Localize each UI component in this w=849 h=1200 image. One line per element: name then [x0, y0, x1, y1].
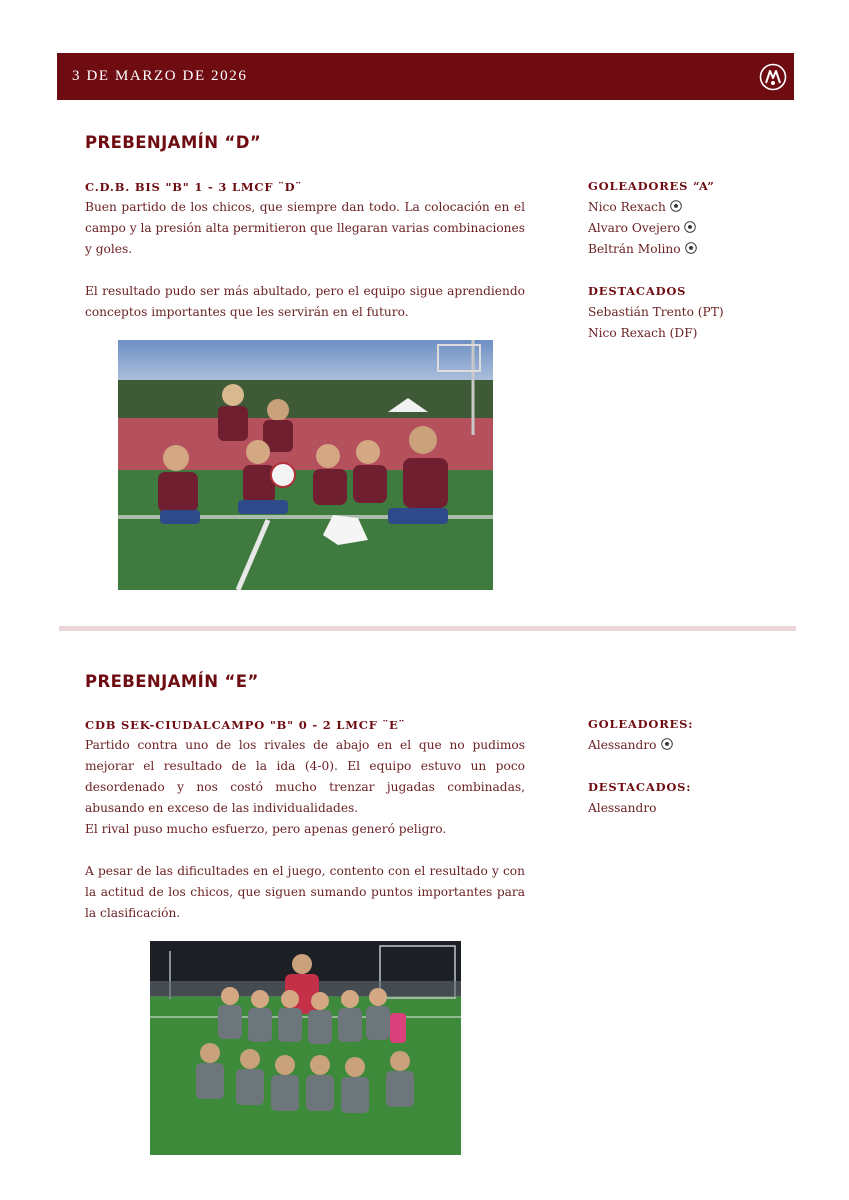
- team-photo-prebenjamin-e: [150, 941, 461, 1155]
- match-report: [85, 735, 525, 924]
- highlight-item: Sebastián Trento (PT): [588, 305, 724, 319]
- section-divider: [59, 626, 796, 631]
- team-photo-prebenjamin-d: [118, 340, 493, 590]
- report-paragraph: Buen partido de los chicos, que siempre dan todo. La colocación en el campo y la presión alta permitieron que llegaran varias combinaciones y goles.: [85, 200, 525, 256]
- scorers-title: GOLEADORES:: [588, 717, 694, 731]
- highlight-item: Alessandro: [588, 801, 657, 815]
- soccer-ball-icon: [670, 200, 682, 212]
- report-paragraph: A pesar de las dificultades en el juego, contento con el resultado y con la actitud de los chicos, que siguen sumando puntos importantes para la clasificación.: [85, 864, 525, 920]
- header-bar: [57, 53, 794, 100]
- soccer-ball-icon: [685, 242, 697, 254]
- highlights-title: DESTACADOS:: [588, 780, 692, 794]
- highlight-item: Nico Rexach (DF): [588, 326, 698, 340]
- report-paragraph: El resultado pudo ser más abultado, pero el equipo sigue aprendiendo conceptos importantes que les servirán en el futuro.: [85, 284, 525, 319]
- scorer-item: Nico Rexach: [588, 197, 788, 218]
- club-crest-icon: [759, 63, 787, 91]
- report-paragraph: Partido contra uno de los rivales de abajo en el que no pudimos mejorar el resultado de la ida (4-0). El equipo estuvo un poco desordenado y nos costó mucho trenzar jugadas combinadas, abusando en exceso de las individualidades.: [85, 738, 525, 815]
- scorer-item: Alvaro Ovejero: [588, 218, 788, 239]
- scorers-panel: [588, 714, 788, 819]
- soccer-ball-icon: [684, 221, 696, 233]
- scorers-panel: [588, 176, 788, 344]
- scorer-item: Beltrán Molino: [588, 239, 788, 260]
- match-result-title: C.D.B. BIS "B" 1 - 3 LMCF ¨D¨: [85, 180, 302, 194]
- match-result-title: CDB SEK-CIUDALCAMPO "B" 0 - 2 LMCF ¨E¨: [85, 718, 406, 732]
- match-report: [85, 197, 525, 323]
- scorers-title: GOLEADORES “A”: [588, 179, 715, 193]
- section-title-prebenjamin-d: PREBENJAMÍN “D”: [85, 133, 262, 152]
- soccer-ball-icon: [661, 738, 673, 750]
- highlights-title: DESTACADOS: [588, 284, 687, 298]
- section-title-prebenjamin-e: PREBENJAMÍN “E”: [85, 672, 259, 691]
- report-paragraph: El rival puso mucho esfuerzo, pero apenas generó peligro.: [85, 822, 447, 836]
- header-date: 3 DE MARZO DE 2026: [72, 68, 248, 84]
- scorer-item: Alessandro: [588, 735, 788, 756]
